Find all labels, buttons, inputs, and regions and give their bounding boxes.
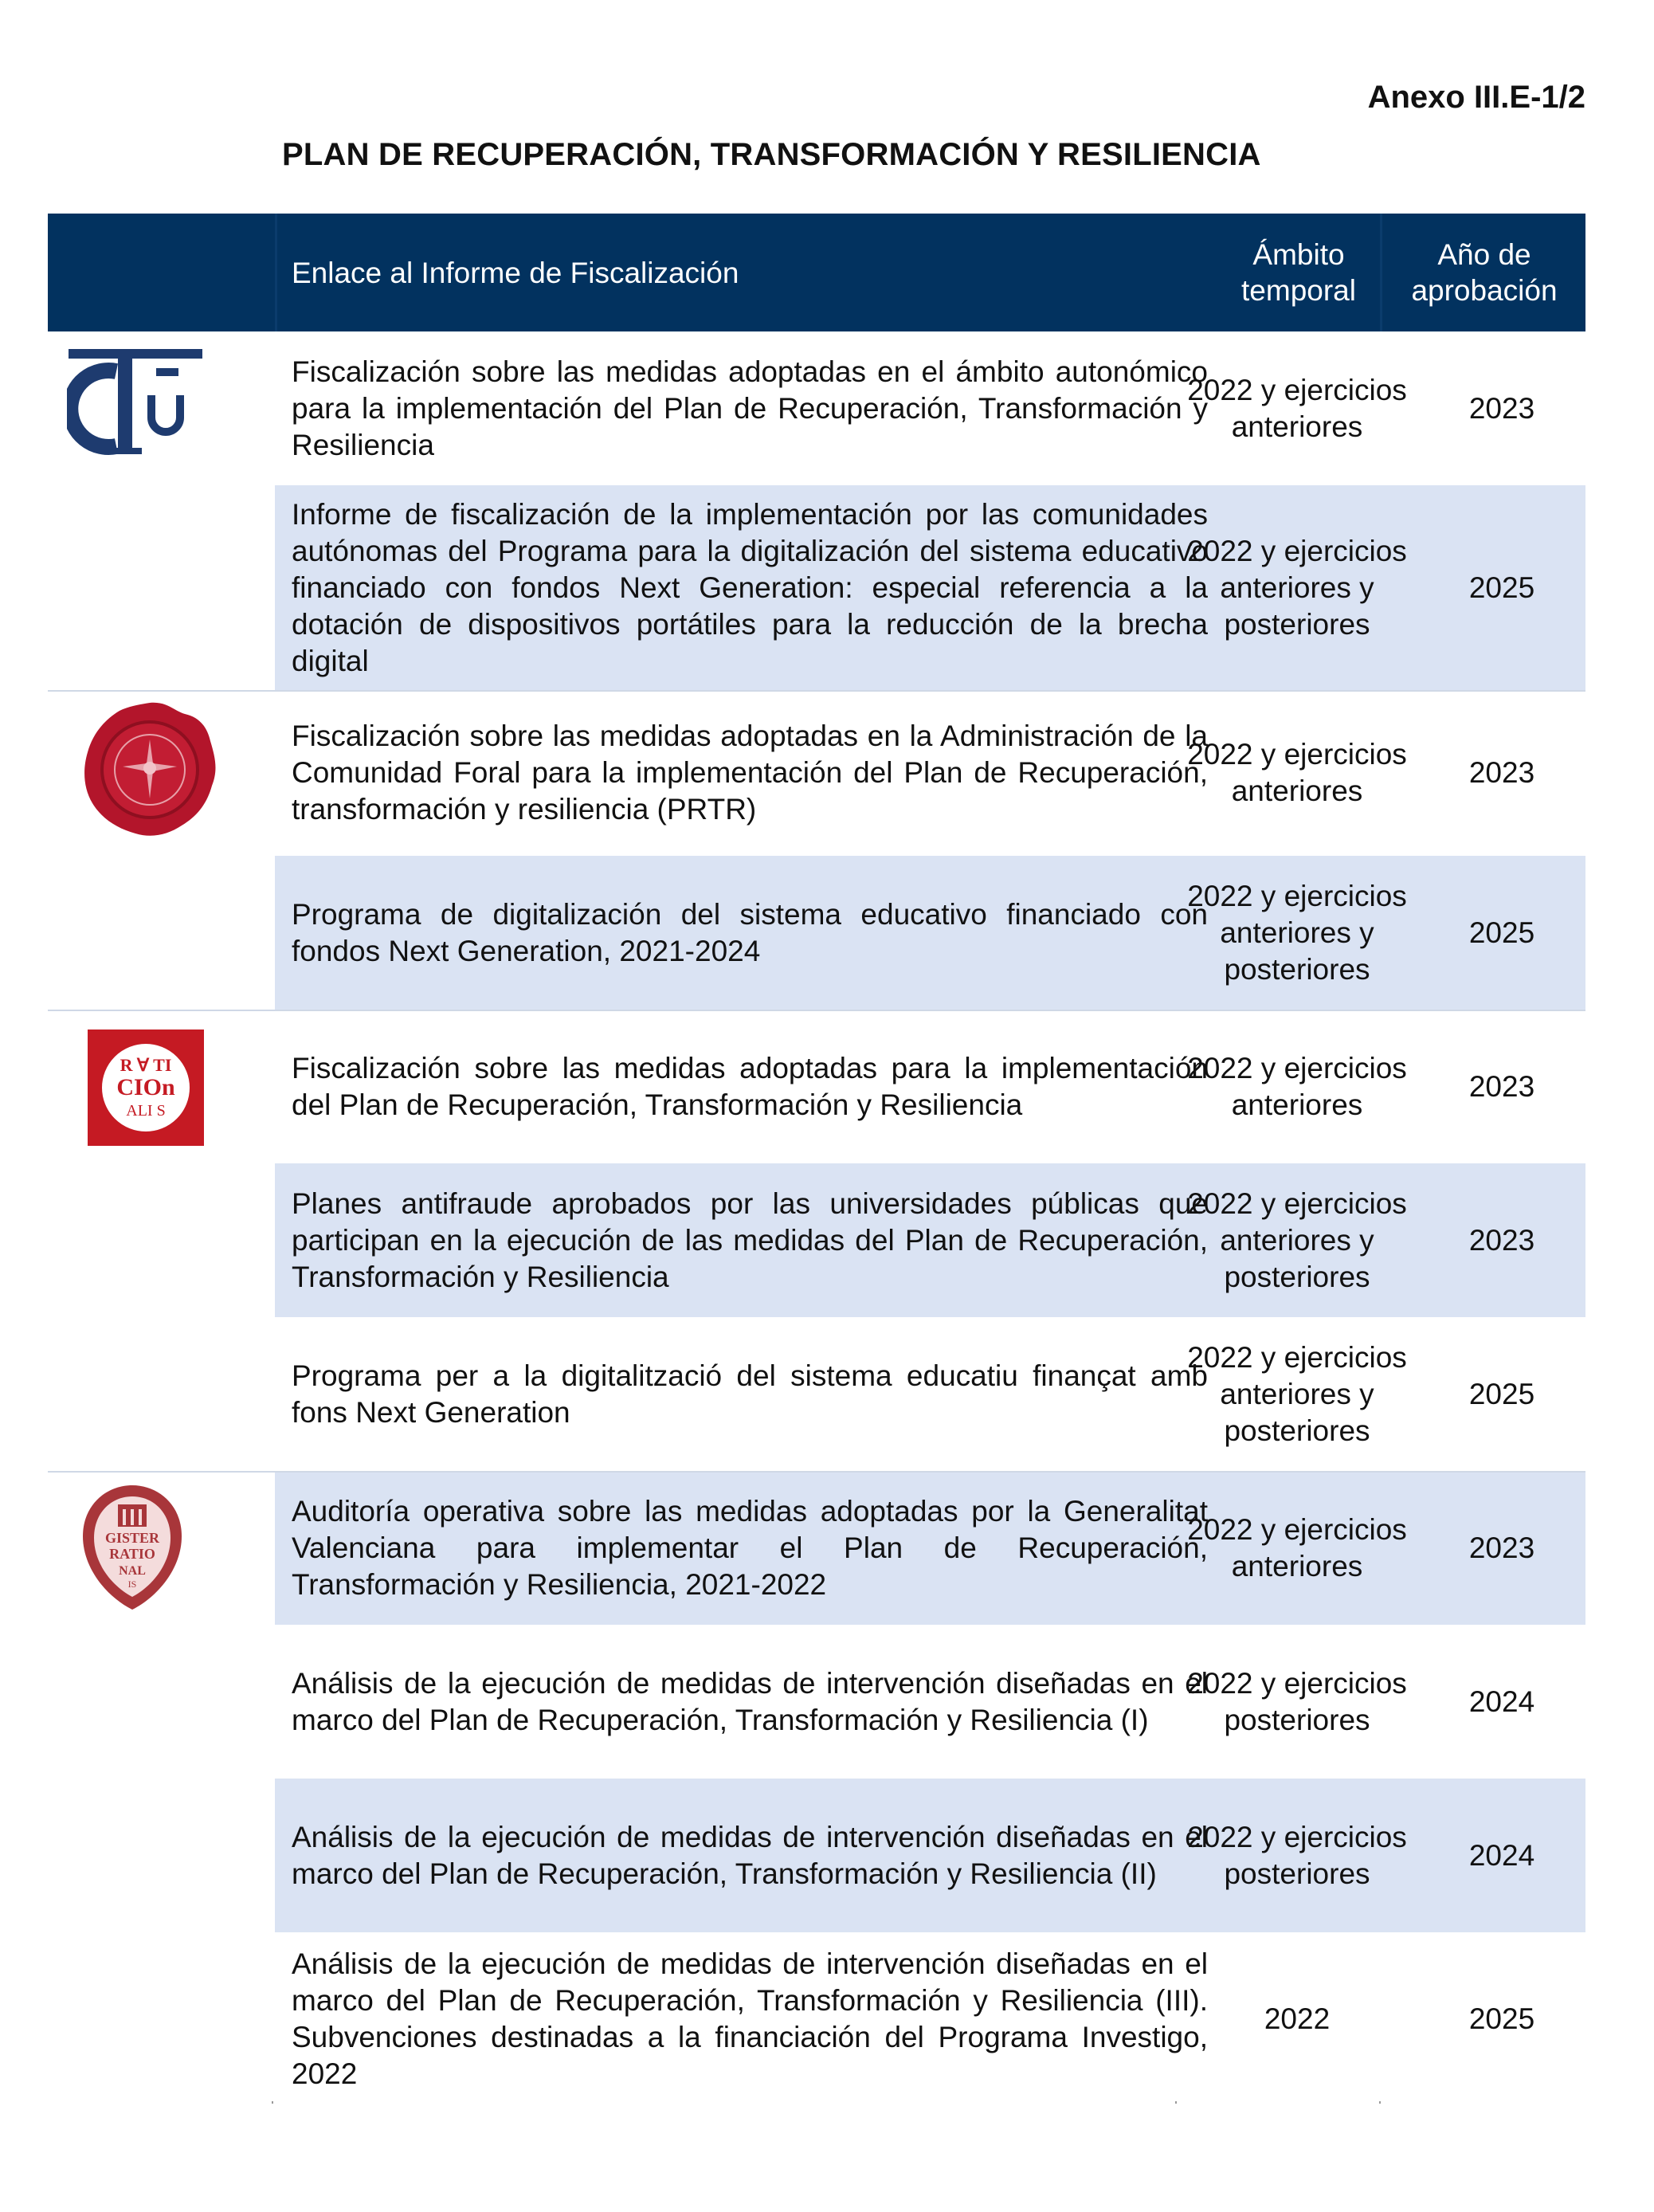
report-link[interactable]: Programa de digitalización del sistema educativo financiado con fondos Next Generation, 2021-2024 — [292, 897, 1208, 967]
table-row — [48, 856, 1585, 1010]
scope-cell: 2022 y ejercicios anteriores y posteriores — [1187, 534, 1407, 641]
year-cell: 2025 — [1468, 571, 1535, 604]
report-link[interactable]: Análisis de la ejecución de medidas de intervención diseñadas en el marco del Plan de Recuperación, Transformación y Resiliencia (I) — [292, 1666, 1208, 1736]
report-link[interactable]: Análisis de la ejecución de medidas de intervención diseñadas en el marco del Plan de Recuperación, Transformación y Resiliencia (III). Subvenciones destinadas a la financiación del Programa Investigo, 2022 — [292, 1947, 1208, 2090]
group-divider — [48, 1010, 1585, 1011]
scope-cell: 2022 y ejercicios anteriores y posteriores — [1187, 879, 1407, 986]
header-scope-column: Ámbito temporal — [1241, 238, 1356, 307]
scope-cell: 2022 y ejercicios posteriores — [1187, 1666, 1407, 1736]
year-cell: 2023 — [1468, 1223, 1535, 1257]
report-link[interactable]: Fiscalización sobre las medidas adoptadas en la Administración de la Comunidad Foral para la implementación del Plan de Recuperación, transformación y resiliencia (PRTR) — [292, 720, 1208, 826]
report-link[interactable]: Programa per a la digitalització del sistema educatiu finançat amb fons Next Generation — [292, 1359, 1208, 1429]
svg-text:R ∀ TI: R ∀ TI — [120, 1055, 172, 1075]
table-row — [48, 690, 1585, 856]
year-cell: 2023 — [1468, 391, 1535, 425]
scope-cell: 2022 y ejercicios anteriores — [1187, 373, 1407, 443]
year-cell: 2023 — [1468, 1531, 1535, 1564]
table-row — [48, 1932, 1585, 2105]
header-link-column: Enlace al Informe de Fiscalización — [292, 256, 739, 289]
report-link[interactable]: Fiscalización sobre las medidas adoptadas en el ámbito autonómico para la implementación del Plan de Recuperación, Transformación y Resiliencia — [292, 355, 1208, 461]
logo-c-shape — [70, 371, 116, 447]
group-divider — [48, 1471, 1585, 1473]
camara-comptos-seal-icon — [80, 700, 220, 840]
scope-cell: 2022 y ejercicios anteriores — [1187, 1051, 1407, 1121]
year-cell: 2023 — [1468, 756, 1535, 789]
report-link[interactable]: Auditoría operativa sobre las medidas adoptadas por la Generalitat Valenciana para implementar el Plan de Recuperación, Transformación y Resiliencia, 2021-2022 — [292, 1494, 1208, 1601]
report-link[interactable]: Informe de fiscalización de la implementación por las comunidades autónomas del Programa para la digitalización del sistema educativo financiado con fondos Next Generation: especial referencia a la dotación de dispositivos portátiles para la reducción de la brecha digital — [292, 497, 1208, 677]
scope-cell: 2022 y ejercicios anteriores — [1187, 738, 1407, 807]
table-row — [48, 1010, 1585, 1163]
year-cell: 2023 — [1468, 1069, 1535, 1103]
scope-cell: 2022 y ejercicios anteriores — [1187, 1512, 1407, 1583]
table-row — [48, 1163, 1585, 1317]
svg-text:ALI S: ALI S — [126, 1102, 166, 1120]
scope-cell: 2022 — [1264, 2002, 1331, 2035]
scope-cell: 2022 y ejercicios anteriores y posteriores — [1187, 1340, 1407, 1447]
annex-label: Anexo III.E-1/2 — [1367, 80, 1585, 115]
table-row — [48, 1779, 1585, 1932]
report-link[interactable]: Fiscalización sobre las medidas adoptadas para la implementación del Plan de Recuperación, Transformación y Resiliencia — [292, 1051, 1208, 1121]
report-link[interactable]: Análisis de la ejecución de medidas de intervención diseñadas en el marco del Plan de Recuperación, Transformación y Resiliencia (II) — [292, 1820, 1208, 1890]
year-cell: 2025 — [1468, 1377, 1535, 1410]
svg-text:NAL: NAL — [119, 1564, 146, 1578]
report-link[interactable]: Planes antifraude aprobados por las universidades públicas que participan en la ejecución de las medidas del Plan de Recuperación, Transformación y Resiliencia — [292, 1186, 1208, 1293]
table-row — [48, 485, 1585, 690]
year-cell: 2025 — [1468, 2002, 1535, 2035]
svg-text:IS: IS — [127, 1579, 137, 1590]
group-divider — [48, 690, 1585, 692]
header-year-column: Año de aprobación — [1411, 238, 1558, 307]
year-cell: 2025 — [1468, 916, 1535, 949]
page-title: PLAN DE RECUPERACIÓN, TRANSFORMACIÓN Y RESILIENCIA — [282, 137, 1261, 172]
table-row — [48, 1471, 1585, 1625]
table-row — [48, 1625, 1585, 1779]
table-row — [48, 331, 1585, 485]
svg-text:CIOn: CIOn — [116, 1074, 175, 1100]
scope-cell: 2022 y ejercicios anteriores y posteriores — [1187, 1186, 1407, 1293]
scope-cell: 2022 y ejercicios posteriores — [1187, 1820, 1407, 1890]
reports-table — [48, 214, 1585, 2105]
table-row — [48, 1317, 1585, 1471]
year-cell: 2024 — [1468, 1838, 1535, 1872]
sindicatura-magisterratio-icon — [78, 1481, 186, 1614]
table-header — [48, 214, 1585, 331]
ctcu-logo-icon — [67, 347, 207, 465]
svg-text:RATIO: RATIO — [109, 1546, 155, 1562]
svg-text:GISTER: GISTER — [104, 1530, 160, 1546]
year-cell: 2024 — [1468, 1684, 1535, 1718]
sindicatura-ratio-legis-icon — [86, 1028, 206, 1147]
logo-bar — [69, 349, 202, 359]
